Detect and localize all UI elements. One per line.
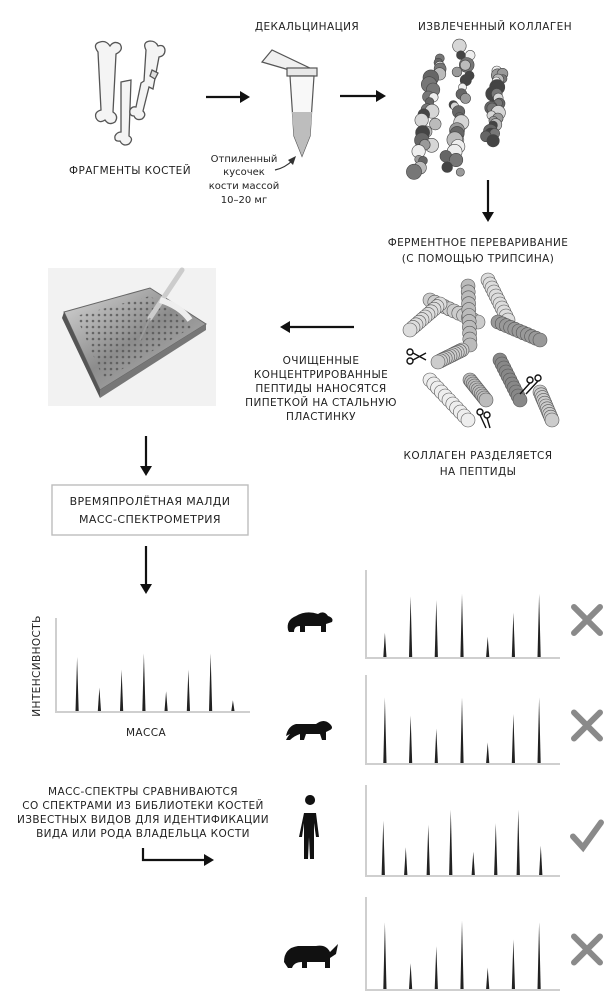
comparison-line-4: ВИДА ИЛИ РОДА ВЛАДЕЛЬЦА КОСТИ: [36, 828, 250, 840]
sample-spectrum: [56, 618, 250, 712]
spectrum-peak: [142, 653, 145, 711]
collagen-bead: [487, 135, 499, 147]
spectrum-peak: [383, 922, 386, 989]
spectrum-peak: [209, 653, 212, 711]
library-row: [284, 897, 600, 990]
spectrum-peak: [512, 939, 515, 989]
digestion-line-2: (С ПОМОЩЬЮ ТРИПСИНА): [401, 253, 555, 265]
spectrum-peak: [404, 847, 407, 875]
spectrum-peak: [76, 657, 79, 711]
arrow-to-maldi: [140, 436, 152, 476]
spectrum-peak: [435, 946, 438, 989]
cross-icon: [574, 607, 600, 633]
spectrum-peak: [512, 714, 515, 763]
spectrum-peak: [517, 810, 520, 875]
spectrum-peak: [165, 691, 168, 711]
sample-label: [209, 154, 279, 206]
spectrum-peak: [383, 698, 386, 764]
spectrum-peak: [460, 698, 463, 764]
sample-line-3: кости массой: [208, 181, 280, 192]
pipetting-label: [245, 355, 397, 423]
spectrum-peak: [409, 596, 412, 657]
check-icon: [573, 823, 601, 848]
collagen-bead: [415, 114, 428, 127]
decalcification-label: ДЕКАЛЬЦИНАЦИЯ: [254, 21, 360, 33]
spectrum-peak: [382, 821, 385, 875]
peptides-line-2: НА ПЕПТИДЫ: [439, 466, 517, 478]
peptide-bead: [403, 323, 417, 337]
collagen-bead: [406, 164, 421, 179]
sample-spectrum-axes: [56, 618, 250, 712]
collagen-bead: [452, 67, 462, 77]
library-row: [286, 675, 600, 764]
library-row: [299, 785, 601, 876]
peptide-bead: [533, 333, 547, 347]
tiger-icon: [286, 721, 332, 740]
bone-fragments-illustration: [95, 41, 165, 145]
intensity-axis-label: ИНТЕНСИВНОСТЬ: [31, 615, 43, 717]
spectrum-peak: [427, 825, 430, 875]
library-row: [288, 570, 600, 658]
spectrum-peak: [98, 688, 101, 711]
arrow-to-decalcification: [206, 91, 250, 103]
spectrum-peak: [472, 852, 475, 875]
pipetting-line-4: ПИПЕТКОЙ НА СТАЛЬНУЮ: [245, 397, 397, 409]
sample-line-4: 10–20 мг: [220, 195, 268, 206]
spectrum-peak: [460, 921, 463, 989]
arrow-to-collagen: [340, 90, 386, 102]
collagen-bead: [430, 118, 442, 130]
test-tube-icon: [262, 50, 317, 156]
arrow-to-digestion: [482, 180, 494, 222]
collagen-bead: [453, 39, 467, 53]
spectrum-peak: [494, 823, 497, 875]
peptide-bead: [513, 393, 527, 407]
pipetting-line-1: ОЧИЩЕННЫЕ: [282, 355, 360, 367]
maldi-line-2: МАСС-СПЕКТРОМЕТРИЯ: [79, 513, 221, 526]
spectrum-peak: [231, 700, 234, 711]
spectrum-peak: [486, 637, 489, 657]
maldi-plate-photo: [48, 268, 216, 406]
sample-line-1: Отпиленный: [210, 154, 278, 165]
maldi-box: [52, 485, 248, 535]
spectrum-peak: [486, 743, 489, 764]
collagen-bead: [442, 162, 453, 173]
comparison-label: [17, 786, 269, 840]
spectrum-peak: [538, 922, 541, 989]
collagen-bead: [456, 168, 464, 176]
comparison-line-3: ИЗВЕСТНЫХ ВИДОВ ДЛЯ ИДЕНТИФИКАЦИИ: [16, 814, 270, 826]
collagen-bead: [460, 93, 470, 103]
pipetting-line-5: ПЛАСТИНКУ: [286, 411, 356, 423]
peptide-fragments-illustration: [403, 273, 559, 427]
arrow-to-spectrum: [140, 546, 152, 594]
human-icon: [299, 795, 319, 859]
spectrum-peak: [538, 698, 541, 764]
extracted-collagen-label: ИЗВЛЕЧЕННЫЙ КОЛЛАГЕН: [417, 21, 573, 33]
spectrum-peak: [409, 716, 412, 764]
arrow-to-plate: [280, 321, 354, 333]
pipetting-line-3: ПЕПТИДЫ НАНОСЯТСЯ: [255, 383, 387, 395]
spectrum-peak: [512, 613, 515, 658]
cross-icon: [574, 937, 600, 963]
spectrum-peak: [460, 594, 463, 657]
spectrum-peak: [120, 670, 123, 711]
spectrum-peak: [449, 810, 452, 875]
peptide-bead: [461, 413, 475, 427]
comparison-line-2: СО СПЕКТРАМИ ИЗ БИБЛИОТЕКИ КОСТЕЙ: [22, 800, 264, 812]
pipetting-line-2: КОНЦЕНТРИРОВАННЫЕ: [253, 369, 389, 381]
library-spectrum-axes: [366, 785, 560, 876]
spectrum-peak: [538, 594, 541, 657]
bone-fragments-label: ФРАГМЕНТЫ КОСТЕЙ: [69, 165, 191, 177]
sample-line-2: кусочек: [223, 167, 265, 178]
spectrum-peak: [435, 600, 438, 657]
peptide-bead: [479, 393, 493, 407]
spectrum-peak: [187, 670, 190, 711]
arrow-to-library: [143, 848, 214, 866]
spectrum-peak: [383, 633, 386, 657]
cross-icon: [574, 713, 600, 739]
spectrum-peak: [409, 963, 412, 989]
maldi-line-1: ВРЕМЯПРОЛЁТНАЯ МАЛДИ: [69, 495, 231, 508]
peptide-bead: [545, 413, 559, 427]
spectrum-peak: [435, 729, 438, 763]
peptides-line-1: КОЛЛАГЕН РАЗДЕЛЯЕТСЯ: [403, 450, 553, 462]
spectra-library: [284, 570, 601, 990]
digestion-line-1: ФЕРМЕНТНОЕ ПЕРЕВАРИВАНИЕ: [387, 237, 569, 249]
collagen-strands-illustration: [406, 39, 508, 179]
collagen-bead: [460, 60, 470, 70]
spectrum-peak: [486, 968, 489, 989]
spectrum-peak: [539, 846, 542, 875]
mass-axis-label: МАССА: [125, 727, 167, 739]
comparison-line-1: МАСС-СПЕКТРЫ СРАВНИВАЮТСЯ: [48, 786, 238, 798]
peptide-bead: [431, 355, 445, 369]
bear-icon: [288, 612, 333, 632]
rhino-icon: [284, 944, 338, 968]
